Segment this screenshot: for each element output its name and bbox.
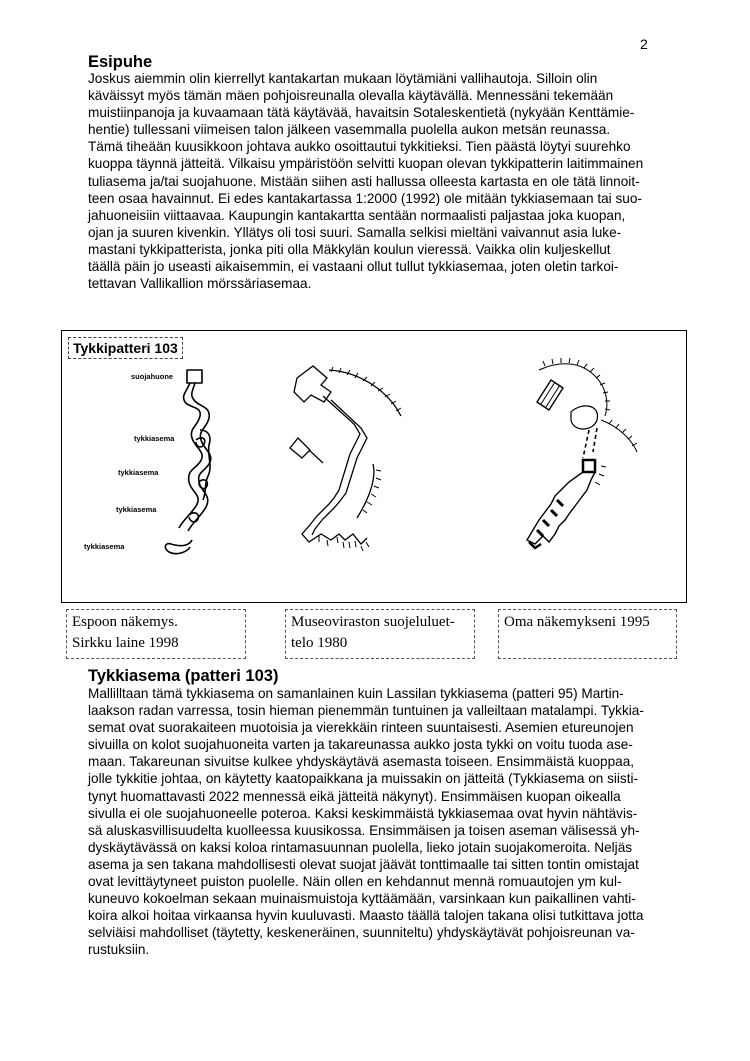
preface-line: Tämä tiheään kuusikkoon johtava aukko osoittautui tykkitieksi. Tien päästä löytyi suurehko <box>88 139 631 155</box>
preface-paragraph <box>88 70 670 292</box>
museovirasto-hachures <box>319 367 401 551</box>
section-line: sivuilla on kolot suojahuoneita varten ja takareunassa aukko josta tykki on voitu tuoda ase- <box>88 737 633 753</box>
section-line: jolle tykkitie johtaa, on käytetty kaatopaikkana ja muissakin on jätteitä (Tykkiasema on siisti- <box>88 771 639 787</box>
battery-maps <box>61 330 687 603</box>
label-tykkiasema: tykkiasema <box>118 468 159 477</box>
museovirasto-map <box>290 366 401 544</box>
preface-line: ojan ja suuren kivenkin. Yllätys oli tosi suuri. Samalla selkisi mieltäni vaivannut asia luke- <box>88 224 622 240</box>
preface-line: käväissyt myös tämän mäen pohjoisreunalla olevalla käytävällä. Mennessäni tekemään <box>88 88 614 104</box>
label-suojahuone: suojahuone <box>131 372 174 381</box>
preface-line: muistiinpanoja ja kuvaamaan tätä käytävää, havaitsin Sotaleskentietä (nykyään Kenttämie- <box>88 105 635 121</box>
preface-heading: Esipuhe <box>88 53 153 71</box>
section-heading: Tykkiasema (patteri 103) <box>88 667 279 685</box>
preface-line: tuliasema ja/tai suojahuone. Mistään siihen asti hallussa olleesta kartasta en ole tätä linnoit- <box>88 173 640 189</box>
preface-line: mastani tykkipatterista, jonka piti olla Mäkkylän koulun vieressä. Vaikka olin kuljeskellut <box>88 241 611 257</box>
caption-own-view <box>498 609 677 659</box>
caption-line: Espoon näkemys. <box>72 614 178 630</box>
section-line: sä aluskasvillisuudelta kuolleessa kuusikossa. Ensimmäisen ja toisen aseman välisessä yh- <box>88 822 640 838</box>
caption-line: Oma näkemykseni 1995 <box>504 614 650 630</box>
figure-title: Tykkipatteri 103 <box>68 337 183 359</box>
section-line: tynyt huomattavasti 2022 mennessä eikä jätteitä näkynyt). Ensimmäisen kuopan oikealla <box>88 788 621 804</box>
caption-line: Museoviraston suojeluluet- <box>291 614 455 630</box>
section-line: dyskäytävässä on kaksi koloa rintamasuunnan puolella, lieko jotain suojakomeroita. Neljäs <box>88 839 633 855</box>
label-tykkiasema: tykkiasema <box>134 434 175 443</box>
preface-line: kuoppa täynnä jätteitä. Vilkaisu ympäristöön selvitti kuopan olevan tykkipatterin laitimmainen <box>88 156 644 172</box>
section-line: sivulla ei ole suojahuoneelle poteroa. Kaksi keskimmäistä tykkiasemaa ovat hyvin nähtävis- <box>88 805 638 821</box>
section-line: laakson radan varressa, tosin hieman pienemmän tuntuinen ja valleiltaan matalampi. Tykkia- <box>88 703 644 719</box>
section-line: maan. Takareunan sivuitse kulkee yhdyskäytävä asemasta toiseen. Ensimmäistä kuoppaa, <box>88 754 635 770</box>
preface-line: teen osaa havainnut. Ei edes kantakartassa 1:2000 (1992) ole mitään tykkiasemaan tai suo- <box>88 190 642 206</box>
preface-line: täällä päin jo useasti aikaisemmin, ei vastaani ollut tullut tykkiasemaa, joten oletin tarkoi- <box>88 259 619 275</box>
caption-line: Sirkku laine 1998 <box>72 635 179 651</box>
own-view-map <box>527 364 637 548</box>
section-line: ovat levittäytyneet puiston puolelle. Näin ollen en kehdannut mennä romuautojen ym kul- <box>88 874 622 890</box>
caption-line: telo 1980 <box>291 635 348 651</box>
sketch-map-espoo <box>165 370 210 554</box>
caption-museovirasto <box>285 609 475 659</box>
preface-line: Joskus aiemmin olin kierrellyt kantakartan mukaan löytämiäni vallihautoja. Silloin olin <box>88 71 598 86</box>
page-number: 2 <box>640 36 648 52</box>
preface-line: jahuoneisiin viittaavaa. Kaupungin kantakartta sentään normaalisti paljastaa joka kuopan, <box>88 207 626 223</box>
label-tykkiasema: tykkiasema <box>116 505 157 514</box>
caption-espoo <box>66 609 246 659</box>
own-view-hachures <box>543 358 637 485</box>
section-line: asema ja sen takana mahdollisesti olevat suojat jäävät tonttimaalle tai sitten tontin omistajat <box>88 856 639 872</box>
section-line: kuneuvo kokoelman sekaan muinaismuistoja kyttäämään, varsinkaan kun paikallinen vahti- <box>88 891 636 907</box>
section-line: rustuksiin. <box>88 942 150 958</box>
preface-line: hentie) tullessani viimeisen talon jälkeen vasemmalla puolella aukon metsän reunassa. <box>88 122 611 138</box>
label-tykkiasema: tykkiasema <box>84 542 125 551</box>
preface-line: tettavan Vallikallion mörssäriasemaa. <box>88 276 312 292</box>
section-line: semat ovat suorakaiteen muotoisia ja vierekkäin rinteen suuntaisesti. Asemien etureunojen <box>88 720 634 736</box>
section-paragraph <box>88 685 670 959</box>
section-line: Mallilltaan tämä tykkiasema on samanlainen kuin Lassilan tykkiasema (patteri 95) Martin- <box>88 686 624 701</box>
section-line: selviäisi mahdolliset (täytetty, keskeneräinen, suunniteltu) yhdyskäytävät pohjoisreunan va- <box>88 925 635 941</box>
section-line: koira alkoi hoitaa virkaansa hyvin kuuluvasti. Maasto täällä talojen takana olisi tutkittava jotta <box>88 908 644 924</box>
